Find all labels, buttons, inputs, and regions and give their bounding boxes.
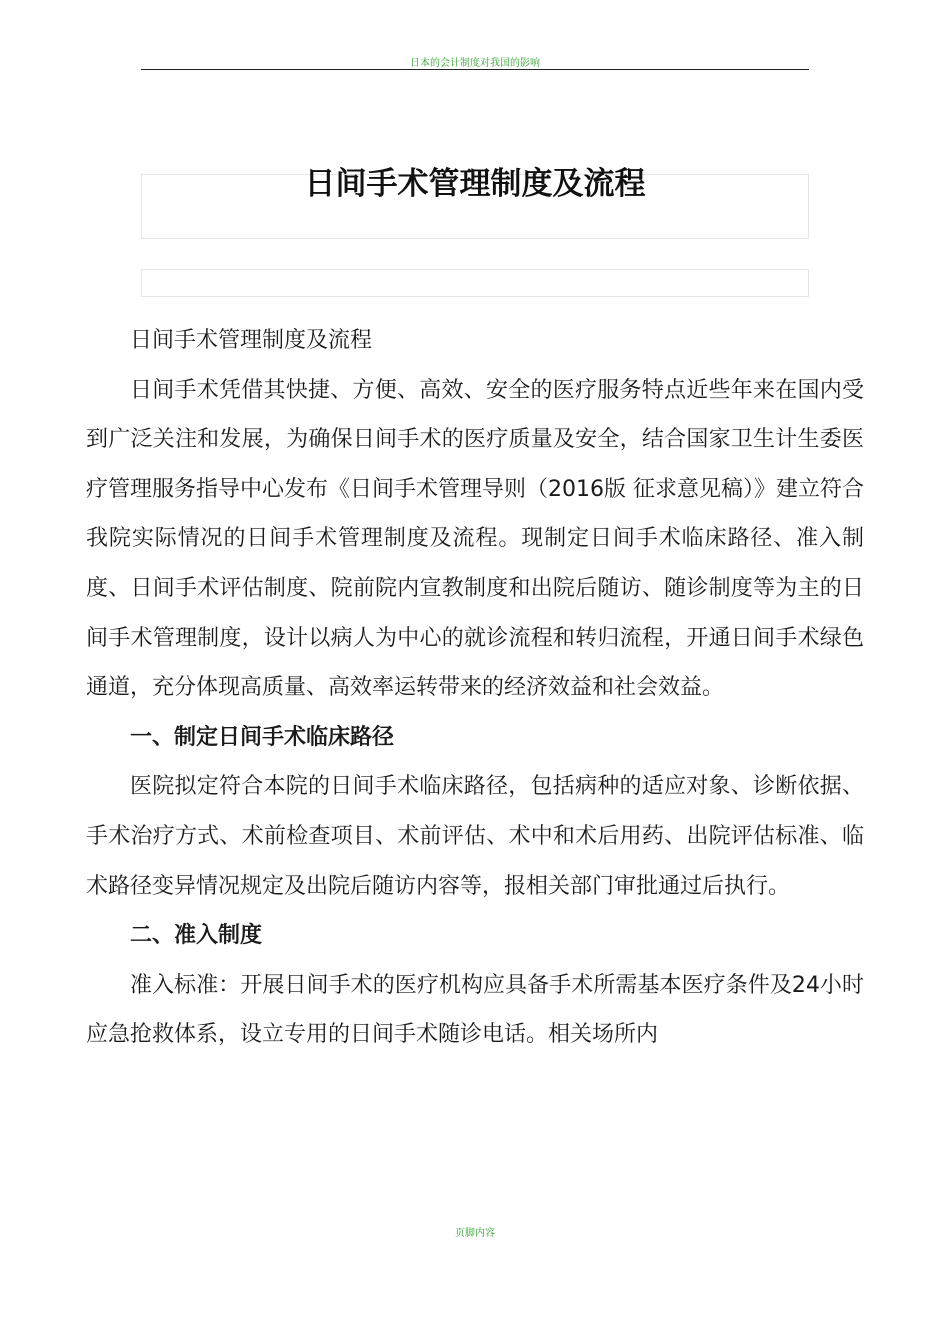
body-paragraph: 医院拟定符合本院的日间手术临床路径，包括病种的适应对象、诊断依据、手术治疗方式、术前检查项目、术前评估、术中和术后用药、出院评估标准、临术路径变异情况规定及出院后随访内容等，报相关部门审批通过后执行。 <box>86 774 864 899</box>
page-footer-text: 页脚内容 <box>455 1228 495 1239</box>
subtitle-frame <box>141 269 809 297</box>
body-paragraph: 日间手术凭借其快捷、方便、高效、安全的医疗服务特点近些年来在国内受到广泛关注和发展，为确保日间手术的医疗质量及安全，结合国家卫生计生委医疗管理服务指导中心发布《日间手术管理导则（2016版 征求意见稿）》建立符合我院实际情况的日间手术管理制度及流程。现制定日间手术临床路径、准入制度、日间手术评估制度、院前院内宣教制度和出院后随访、随诊制度等为主的日间手术管理制度，设计以病人为中心的就诊流程和转归流程，开通日间手术绿色通道，充分体现高质量、高效率运转带来的经济效益和社会效益。 <box>86 377 864 701</box>
document-title: 日间手术管理制度及流程 <box>304 166 646 202</box>
body-paragraph: 准入标准：开展日间手术的医疗机构应具备手术所需基本医疗条件及24小时应急抢救体系，设立专用的日间手术随诊电话。相关场所内 <box>86 972 864 1048</box>
section-heading: 二、准入制度 <box>130 923 263 949</box>
section-title: 日间手术管理制度及流程 <box>130 328 373 353</box>
page-header-text: 日本的会计制度对我国的影响 <box>410 58 540 69</box>
document-body <box>86 316 864 1060</box>
header-rule <box>141 69 809 70</box>
section-heading: 一、制定日间手术临床路径 <box>130 724 395 750</box>
